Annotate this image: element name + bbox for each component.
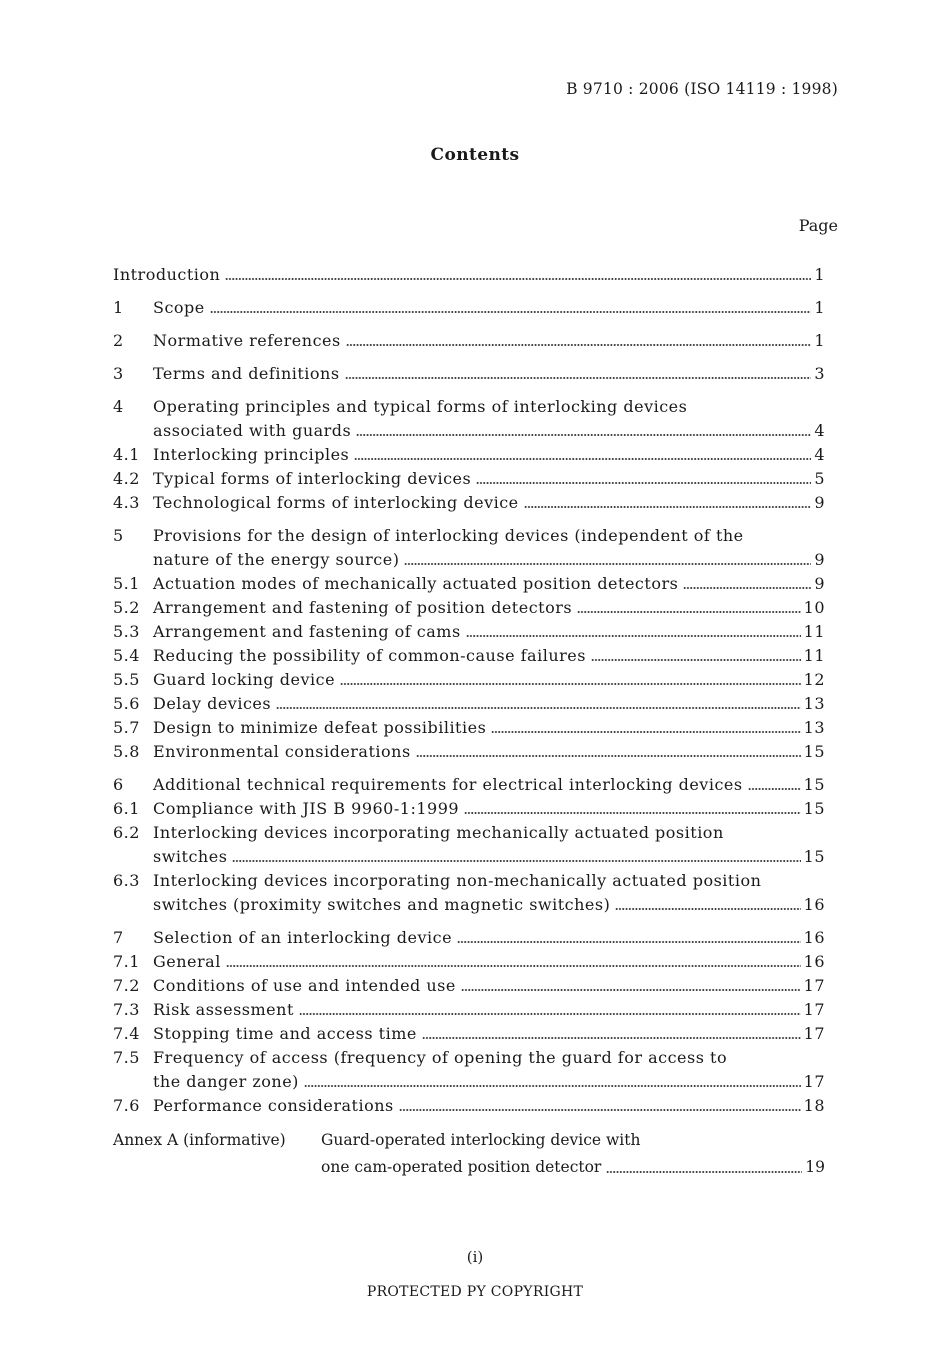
toc-entry-title: nature of the energy source)	[153, 550, 400, 569]
toc-entry-page: 11	[803, 622, 825, 641]
toc-entry[interactable]	[113, 419, 825, 443]
toc-entry-number: 6	[113, 775, 124, 794]
toc-entry-title: Technological forms of interlocking device	[153, 493, 519, 512]
toc-entry-number: 6.1	[113, 799, 140, 818]
toc-entry-page: 3	[814, 364, 825, 383]
dot-leader	[464, 812, 801, 814]
annex-page: 19	[805, 1158, 825, 1176]
toc-entry-number: 4.1	[113, 445, 140, 464]
dot-leader	[226, 965, 801, 967]
toc-entry-title: Introduction	[113, 265, 221, 284]
toc-entry[interactable]	[113, 974, 825, 998]
toc-entry[interactable]	[113, 548, 825, 572]
annex-label: Annex A (informative)	[113, 1131, 286, 1149]
toc-entry[interactable]	[113, 644, 825, 668]
toc-entry-page: 15	[803, 799, 825, 818]
toc-entry-title: Guard locking device	[153, 670, 336, 689]
toc-entry-title: Terms and definitions	[153, 364, 340, 383]
toc-entry-title: associated with guards	[153, 421, 352, 440]
toc-entry[interactable]	[113, 596, 825, 620]
toc-entry-page: 1	[814, 298, 825, 317]
toc-entry-title: Conditions of use and intended use	[153, 976, 456, 995]
toc-entry[interactable]	[113, 467, 825, 491]
toc-entry-title: Additional technical requirements for electrical interlocking devices	[153, 775, 743, 794]
toc-entry-number: 4.3	[113, 493, 140, 512]
toc-entry-number: 7.1	[113, 952, 140, 971]
toc-entry-number: 7.4	[113, 1024, 140, 1043]
toc-entry-title: Interlocking principles	[153, 445, 350, 464]
dot-leader	[748, 788, 801, 790]
dot-leader	[356, 434, 811, 436]
dot-leader	[346, 344, 812, 346]
toc-entry-title: Compliance with JIS B 9960-1:1999	[153, 799, 460, 818]
dot-leader	[577, 611, 801, 613]
toc-entry[interactable]	[113, 1094, 825, 1118]
document-header: B 9710 : 2006 (ISO 14119 : 1998)	[566, 80, 838, 98]
toc-entry-title: Design to minimize defeat possibilities	[153, 718, 487, 737]
toc-entry-number: 6.3	[113, 871, 140, 890]
toc-entry-title: Frequency of access (frequency of opening the guard for access to	[153, 1048, 728, 1067]
toc-entry[interactable]	[113, 845, 825, 869]
page-column-label: Page	[798, 216, 838, 235]
footer-copyright: PROTECTED PY COPYRIGHT	[366, 1284, 584, 1300]
toc-entry-page: 16	[803, 895, 825, 914]
toc-entry-number: 4.2	[113, 469, 140, 488]
annex-line-title: Guard-operated interlocking device with	[321, 1131, 641, 1149]
toc-entry-title: Arrangement and fastening of cams	[153, 622, 461, 641]
dot-leader	[299, 1013, 801, 1015]
toc-entry-page: 18	[803, 1096, 825, 1115]
toc-entry-title: switches	[153, 847, 228, 866]
toc-entry-number: 1	[113, 298, 124, 317]
toc-entry-number: 7.5	[113, 1048, 140, 1067]
toc-entry-number: 5.1	[113, 574, 140, 593]
toc-entry-page: 9	[814, 574, 825, 593]
toc-entry-page: 17	[803, 1000, 825, 1019]
toc-entry[interactable]	[113, 572, 825, 596]
dot-leader	[591, 659, 801, 661]
page-title: Contents	[430, 145, 520, 165]
dot-leader	[683, 587, 811, 589]
toc-entry-title: General	[153, 952, 221, 971]
annex-body	[321, 1127, 825, 1181]
toc-entry[interactable]	[113, 1070, 825, 1094]
table-of-contents	[113, 263, 825, 1181]
toc-entry-page: 15	[803, 775, 825, 794]
dot-leader	[404, 563, 811, 565]
toc-entry[interactable]	[113, 740, 825, 764]
toc-entry[interactable]	[113, 296, 825, 320]
toc-entry-title: Interlocking devices incorporating mechanically actuated position	[153, 823, 724, 842]
toc-entry-number: 5.2	[113, 598, 140, 617]
dot-leader	[345, 377, 812, 379]
toc-entry[interactable]	[113, 263, 825, 287]
dot-leader	[466, 635, 801, 637]
annex-line	[321, 1127, 825, 1154]
toc-entry-page: 4	[814, 445, 825, 464]
toc-entry-number: 3	[113, 364, 124, 383]
toc-entry-title: Stopping time and access time	[153, 1024, 417, 1043]
toc-entry	[113, 869, 825, 893]
toc-entry[interactable]	[113, 950, 825, 974]
toc-entry[interactable]	[113, 1022, 825, 1046]
toc-entry-number: 5.5	[113, 670, 140, 689]
toc-entry-page: 5	[814, 469, 825, 488]
toc-entry-number: 5.7	[113, 718, 140, 737]
toc-entry-page: 13	[803, 694, 825, 713]
toc-entry[interactable]	[113, 797, 825, 821]
toc-entry-number: 7.3	[113, 1000, 140, 1019]
toc-entry-title: Environmental considerations	[153, 742, 411, 761]
toc-entry[interactable]	[113, 692, 825, 716]
toc-entry-number: 4	[113, 397, 124, 416]
toc-entry[interactable]	[113, 491, 825, 515]
dot-leader	[491, 731, 800, 733]
dot-leader	[276, 707, 801, 709]
toc-entry-title: Arrangement and fastening of position detectors	[153, 598, 573, 617]
toc-entry[interactable]	[113, 443, 825, 467]
toc-entry-title: Provisions for the design of interlocking devices (independent of the	[153, 526, 744, 545]
dot-leader	[399, 1109, 801, 1111]
dot-leader	[524, 506, 812, 508]
toc-entry-number: 2	[113, 331, 124, 350]
toc-entry[interactable]	[113, 362, 825, 386]
toc-entry-page: 15	[803, 742, 825, 761]
dot-leader	[457, 941, 801, 943]
toc-entry-number: 7.6	[113, 1096, 140, 1115]
toc-entry	[113, 395, 825, 419]
toc-entry[interactable]	[113, 773, 825, 797]
dot-leader	[210, 311, 812, 313]
dot-leader	[340, 683, 801, 685]
toc-entry-page: 13	[803, 718, 825, 737]
toc-entry-page: 9	[814, 493, 825, 512]
annex-line	[321, 1154, 825, 1181]
toc-entry-number: 6.2	[113, 823, 140, 842]
toc-entry-page: 17	[803, 1072, 825, 1091]
toc-entry-title: Performance considerations	[153, 1096, 394, 1115]
footer-page-number: (i)	[466, 1248, 484, 1266]
dot-leader	[354, 458, 811, 460]
toc-entry-page: 4	[814, 421, 825, 440]
toc-entry-title: Actuation modes of mechanically actuated position detectors	[153, 574, 679, 593]
dot-leader	[225, 278, 811, 280]
toc-entry-number: 5.6	[113, 694, 140, 713]
dot-leader	[615, 908, 800, 910]
toc-entry-title: Typical forms of interlocking devices	[153, 469, 472, 488]
dot-leader	[422, 1037, 801, 1039]
toc-entry-page: 16	[803, 952, 825, 971]
toc-entry-title: Delay devices	[153, 694, 272, 713]
toc-entry-number: 5.4	[113, 646, 140, 665]
toc-entry	[113, 1046, 825, 1070]
annex-entry[interactable]	[113, 1127, 825, 1181]
dot-leader	[606, 1171, 802, 1173]
toc-entry-number: 5.3	[113, 622, 140, 641]
dot-leader	[232, 860, 800, 862]
toc-entry-page: 15	[803, 847, 825, 866]
dot-leader	[304, 1085, 801, 1087]
toc-entry[interactable]	[113, 926, 825, 950]
toc-entry-number: 5.8	[113, 742, 140, 761]
toc-entry-title: Operating principles and typical forms of interlocking devices	[153, 397, 688, 416]
toc-entry	[113, 524, 825, 548]
toc-entry-page: 12	[803, 670, 825, 689]
toc-entry-number: 5	[113, 526, 124, 545]
toc-entry[interactable]	[113, 668, 825, 692]
annex-line-title: one cam-operated position detector	[321, 1158, 602, 1176]
dot-leader	[461, 989, 801, 991]
toc-entry-title: Interlocking devices incorporating non-mechanically actuated position	[153, 871, 762, 890]
toc-entry-page: 16	[803, 928, 825, 947]
toc-entry-title: Risk assessment	[153, 1000, 294, 1019]
dot-leader	[476, 482, 811, 484]
toc-entry-title: Scope	[153, 298, 205, 317]
toc-entry[interactable]	[113, 329, 825, 353]
toc-entry-page: 1	[814, 265, 825, 284]
dot-leader	[416, 755, 801, 757]
toc-entry-page: 17	[803, 1024, 825, 1043]
toc-entry-page: 9	[814, 550, 825, 569]
toc-entry-title: Normative references	[153, 331, 341, 350]
toc-entry-title: Reducing the possibility of common-cause failures	[153, 646, 586, 665]
toc-entry-title: the danger zone)	[153, 1072, 299, 1091]
toc-entry[interactable]	[113, 716, 825, 740]
toc-entry-number: 7	[113, 928, 124, 947]
toc-entry[interactable]	[113, 893, 825, 917]
toc-entry[interactable]	[113, 620, 825, 644]
toc-entry-page: 17	[803, 976, 825, 995]
toc-entry[interactable]	[113, 998, 825, 1022]
toc-entry-title: switches (proximity switches and magnetic switches)	[153, 895, 611, 914]
toc-entry	[113, 821, 825, 845]
toc-entry-page: 10	[803, 598, 825, 617]
toc-entry-page: 1	[814, 331, 825, 350]
toc-entry-page: 11	[803, 646, 825, 665]
toc-entry-number: 7.2	[113, 976, 140, 995]
toc-entry-title: Selection of an interlocking device	[153, 928, 453, 947]
